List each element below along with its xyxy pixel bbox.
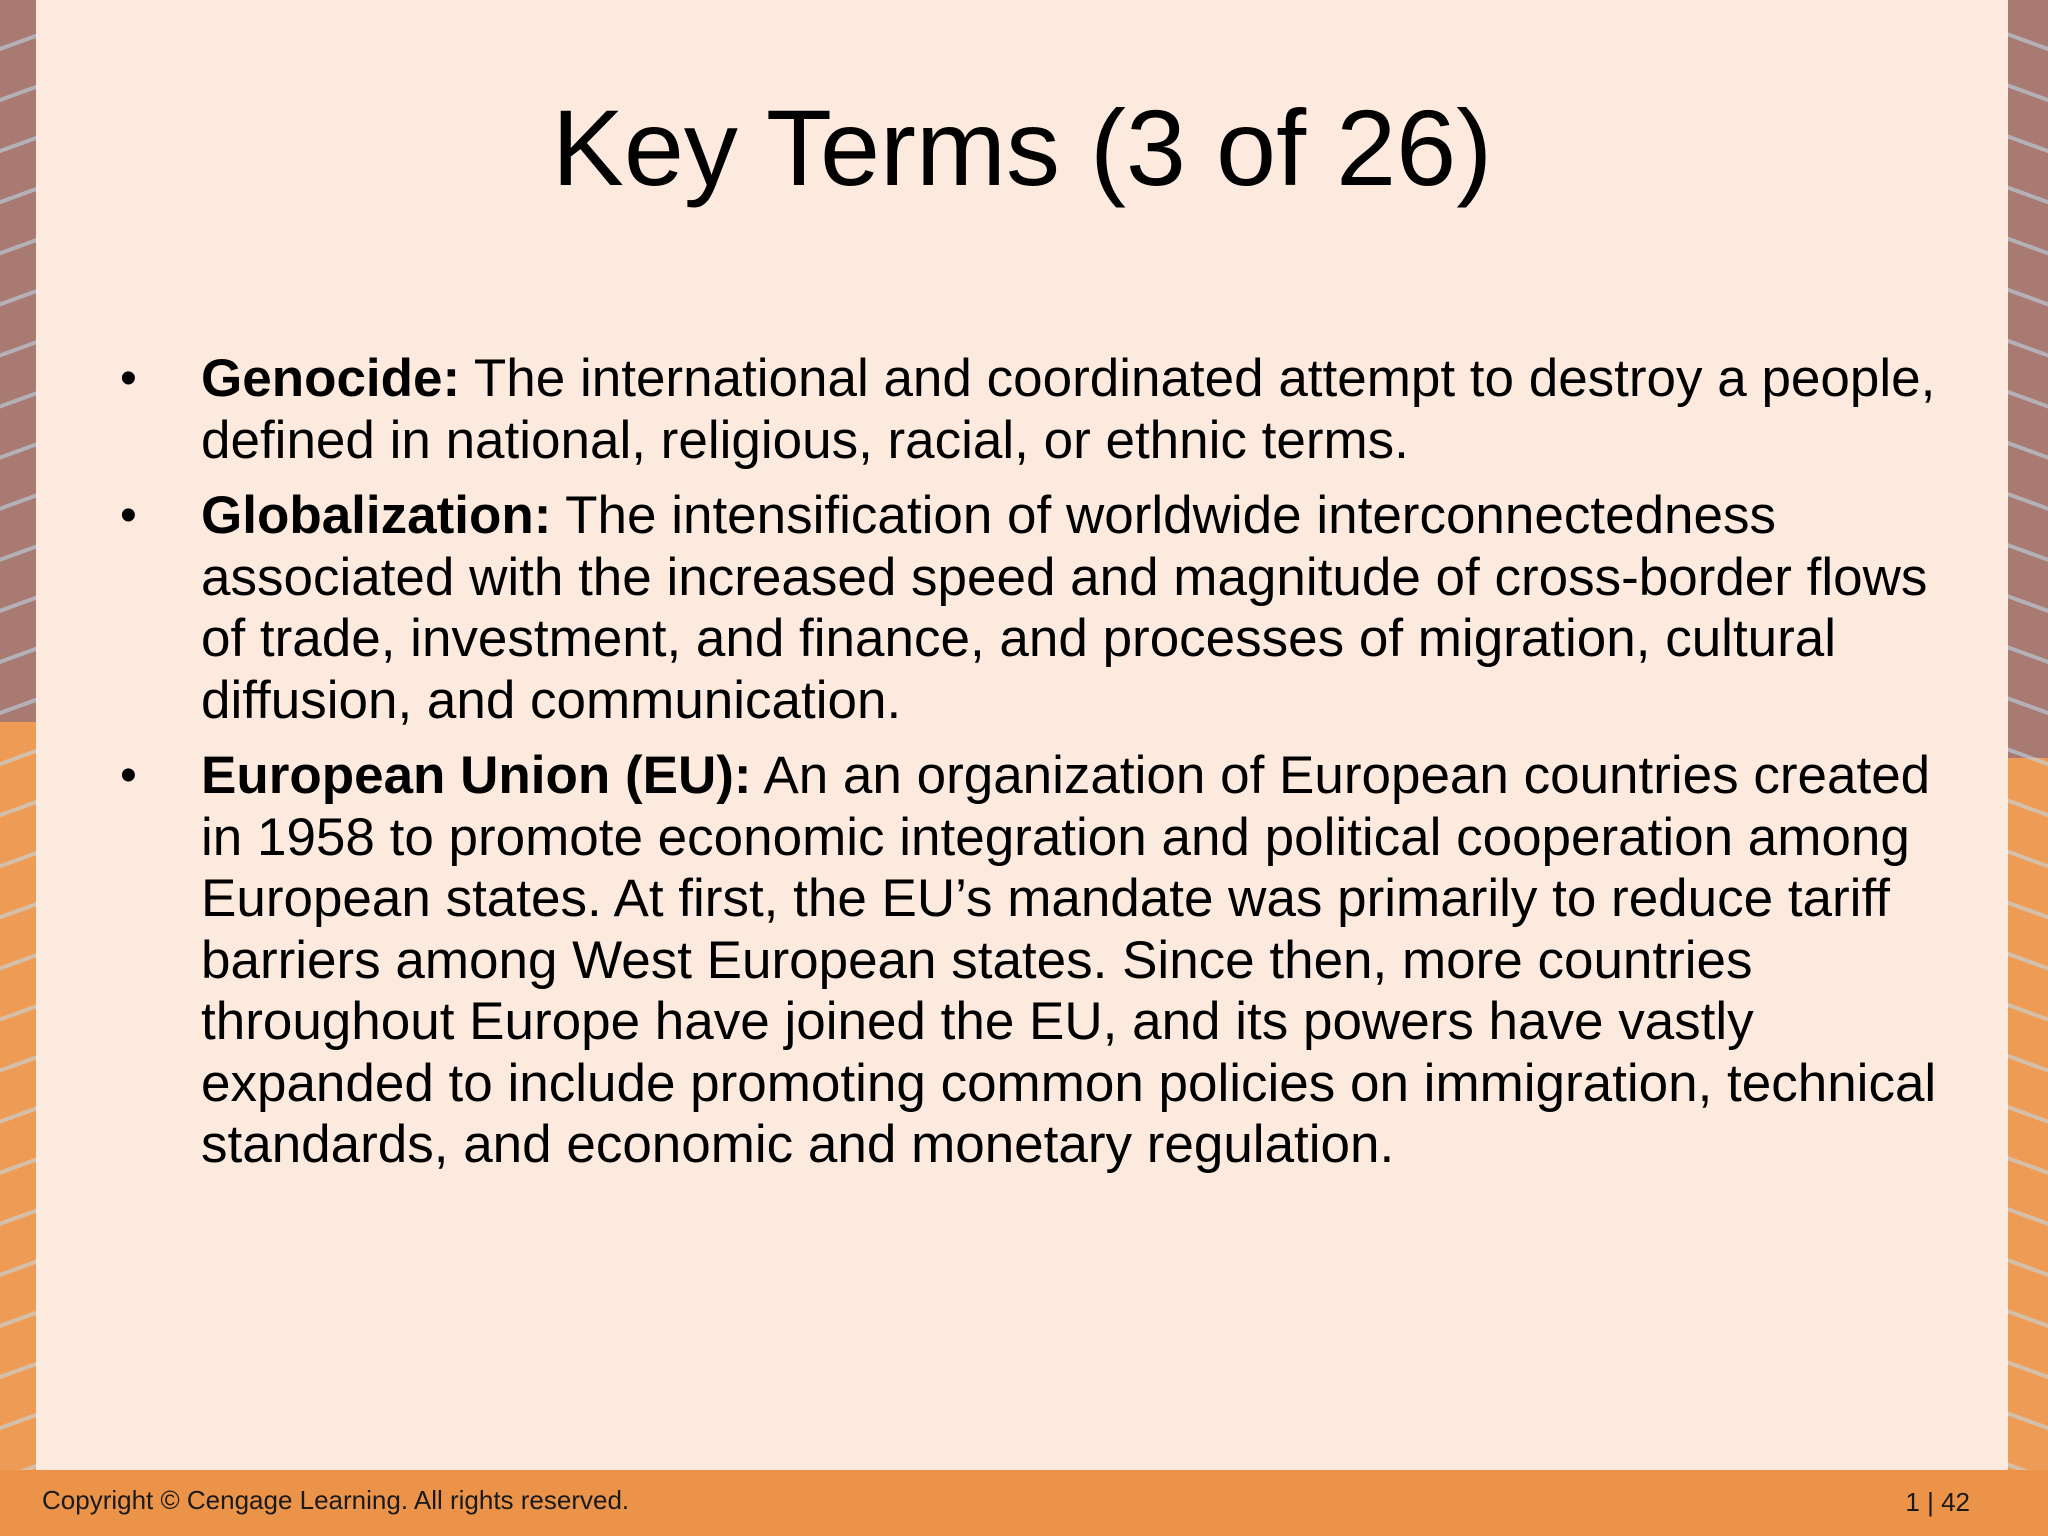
- term-definition: The international and coordinated attempt to destroy a people, defined in national, religious, racial, or ethnic terms.: [201, 349, 1936, 470]
- term-name: Globalization:: [201, 486, 552, 545]
- key-terms-list: [120, 348, 1960, 1190]
- term-definition: An an organization of European countries created in 1958 to promote economic integration and political cooperation among European states. At first, the EU’s mandate was primarily to reduce tariff barriers among West European states. Since then, more countries throughout Europe have joined the EU, and its powers have vastly expanded to include promoting common policies on immigration, technical standards, and economic and monetary regulation.: [201, 746, 1937, 1174]
- term-item-genocide: [120, 348, 1960, 471]
- term-definition: The intensification of worldwide interconnectedness associated with the increased speed and magnitude of cross-border flows of trade, investment, and finance, and processes of migration, cultural diffusion, and communication.: [201, 486, 1928, 730]
- slide-title: Key Terms (3 of 26): [551, 87, 1493, 208]
- term-item-european-union: [120, 745, 1960, 1176]
- term-name: Genocide:: [201, 349, 461, 408]
- page-number: 1 | 42: [1905, 1487, 1970, 1517]
- bullet: •: [120, 489, 137, 542]
- bullet: •: [120, 749, 137, 802]
- left-border-stripes: [0, 0, 36, 1470]
- bullet: •: [120, 352, 137, 405]
- term-item-globalization: [120, 485, 1960, 731]
- copyright-text: Copyright © Cengage Learning. All rights reserved.: [42, 1485, 630, 1515]
- term-name: European Union (EU):: [201, 746, 752, 805]
- slide-content: [36, 0, 2008, 1470]
- footer-bar: [0, 1470, 2048, 1536]
- right-border-stripes: [2008, 0, 2048, 1470]
